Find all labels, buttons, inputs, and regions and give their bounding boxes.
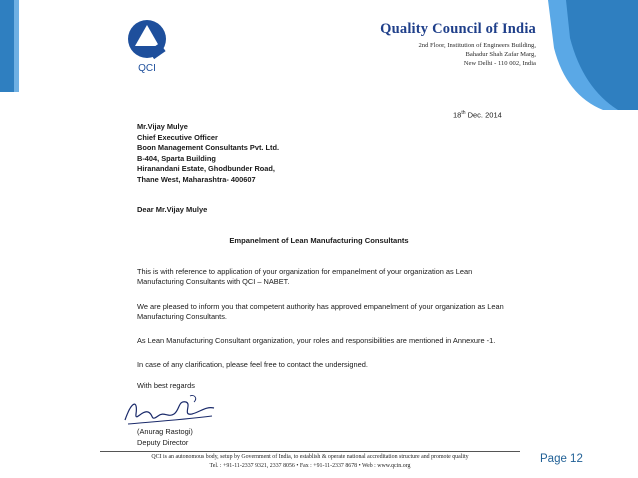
footer-contact: Tel. : +91-11-2337 9321, 2337 8056 • Fax : +91-11-2337 8678 • Web : www.qcin.org <box>209 463 411 469</box>
org-address-line: Bahadur Shah Zafar Marg, <box>465 51 536 58</box>
letterhead <box>380 21 536 68</box>
qci-logo <box>122 16 172 76</box>
letter-date <box>453 110 502 120</box>
date-rest: Dec. 2014 <box>465 110 502 120</box>
recipient-name: Mr.Vijay Mulye <box>137 122 188 131</box>
signature <box>120 392 220 432</box>
footer-line: QCI is an autonomous body, setup by Government of India, to establish & operate national accreditation structure and promote quality <box>151 454 469 460</box>
body-paragraph: We are pleased to inform you that competent authority has approved empanelment of your organization as Lean Manufacturing Consultants. <box>137 302 504 321</box>
right-corner-decoration <box>548 0 638 110</box>
letter-subject: Empanelment of Lean Manufacturing Consultants <box>229 236 409 245</box>
org-address-line: New Delhi - 110 002, India <box>463 60 536 67</box>
footer-divider <box>100 451 520 452</box>
recipient-address-line: B-404, Sparta Building <box>137 153 216 163</box>
date-suffix: th <box>461 110 466 116</box>
signer-title: Deputy Director <box>137 438 189 447</box>
logo-text: QCI <box>138 63 156 74</box>
signer-name: (Anurag Rastogi) <box>137 427 193 436</box>
org-address <box>380 41 536 68</box>
left-corner-decoration <box>0 0 22 100</box>
recipient-address-line: Hiranandani Estate, Ghodbunder Road, <box>137 164 275 174</box>
recipient-title: Chief Executive Officer <box>137 132 218 142</box>
page-number: Page 12 <box>540 453 583 465</box>
date-day: 18 <box>453 110 462 120</box>
closing: With best regards <box>137 381 195 390</box>
body-paragraph: In case of any clarification, please feel free to contact the undersigned. <box>137 360 368 369</box>
org-name: Quality Council of India <box>380 21 536 37</box>
recipient-company: Boon Management Consultants Pvt. Ltd. <box>137 143 280 153</box>
recipient-address <box>137 122 279 186</box>
body-paragraph: As Lean Manufacturing Consultant organization, your roles and responsibilities are mentioned in Annexure -1. <box>137 336 496 345</box>
recipient-address-line: Thane West, Maharashtra- 400607 <box>137 174 256 184</box>
org-address-line: 2nd Floor, Institution of Engineers Building, <box>418 42 536 49</box>
salutation: Dear Mr.Vijay Mulye <box>137 205 208 214</box>
body-paragraph: This is with reference to application of your organization for empanelment of your organization as Lean Manufacturing Consultants with QCI – NABET. <box>137 267 473 286</box>
